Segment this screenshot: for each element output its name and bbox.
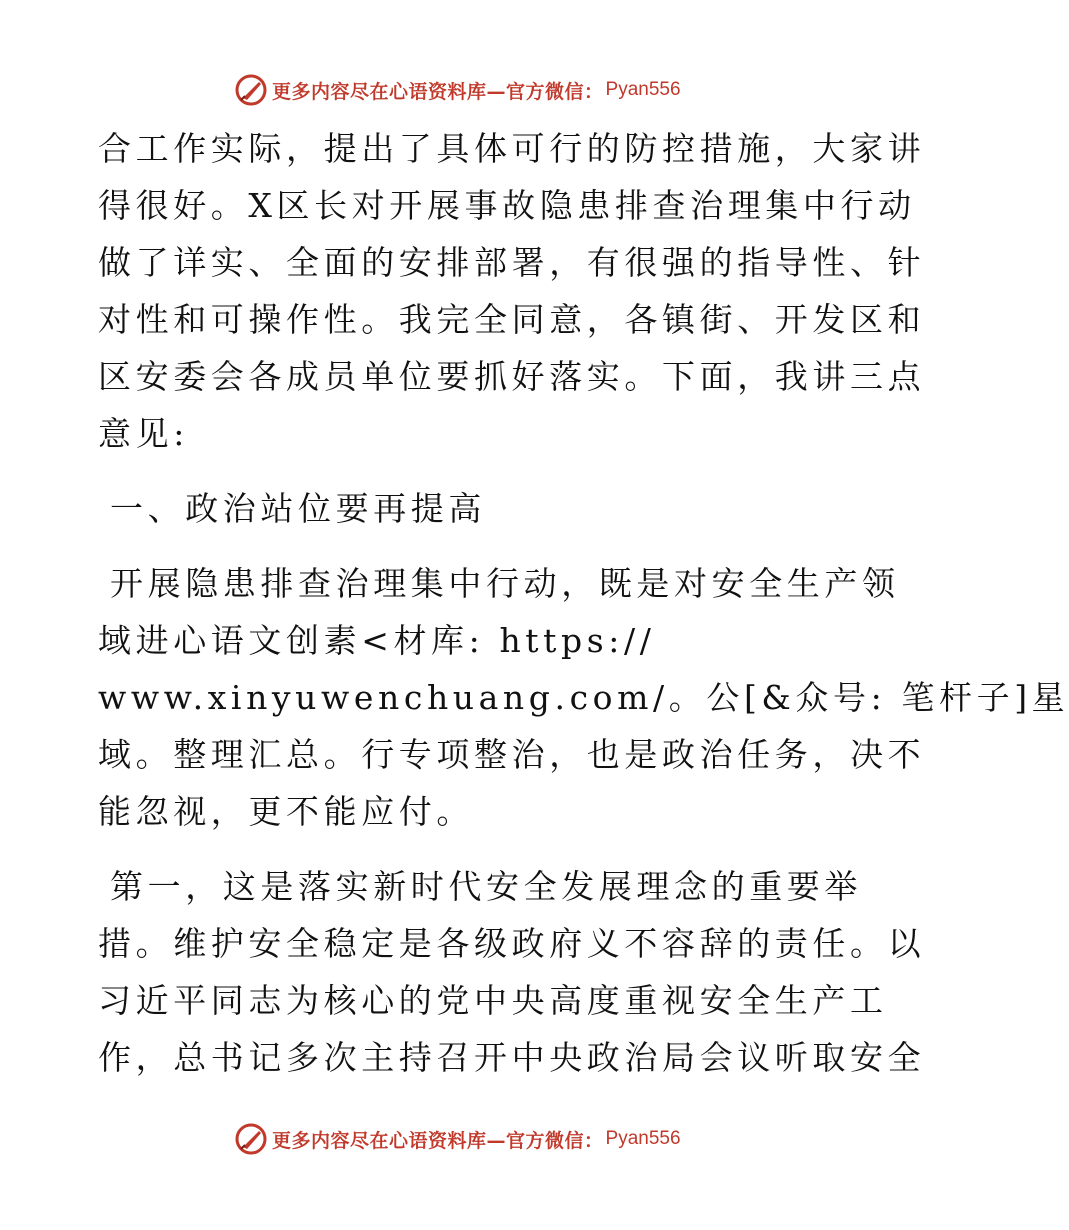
- text-line: 习近平同志为核心的党中央高度重视安全生产工: [98, 981, 888, 1020]
- header-banner: [234, 72, 681, 108]
- text-line: 做了详实、全面的安排部署，有很强的指导性、针: [98, 243, 926, 282]
- banner-text: 更多内容尽在心语资料库—官方微信：: [272, 80, 604, 103]
- section-heading: 一、政治站位要再提高: [110, 489, 486, 528]
- paragraph-gap: [98, 840, 858, 858]
- paragraph: [98, 120, 926, 462]
- text-line: 合工作实际，提出了具体可行的防控措施，大家讲: [98, 129, 926, 168]
- text-line: 域。整理汇总。行专项整治，也是政治任务，决不: [98, 735, 926, 774]
- text-line: www.xinyuwenchuang.com/。公[&众号: 笔杆子]星: [98, 678, 1069, 717]
- wechat-handle: Pyan556: [605, 1128, 681, 1149]
- wechat-handle: Pyan556: [605, 79, 681, 100]
- feather-pen-circle-icon: [234, 73, 268, 107]
- feather-pen-circle-icon: [234, 1122, 268, 1156]
- text-line: 开展隐患排查治理集中行动，既是对安全生产领: [110, 564, 900, 603]
- paragraph-gap: [98, 537, 858, 555]
- text-line: 措。维护安全稳定是各级政府义不容辞的责任。以: [98, 924, 926, 963]
- text-line: 能忽视，更不能应付。: [98, 792, 474, 831]
- text-line: 意见:: [98, 414, 189, 453]
- footer-banner: [234, 1121, 681, 1157]
- text-line: 区安委会各成员单位要抓好落实。下面，我讲三点: [98, 357, 926, 396]
- text-line: 作，总书记多次主持召开中央政治局会议听取安全: [98, 1038, 926, 1077]
- text-line: 域进心语文创素<材库: https://: [98, 621, 656, 660]
- paragraph: [98, 858, 926, 1086]
- paragraph-gap: [98, 462, 858, 480]
- text-line: 得很好。X区长对开展事故隐患排查治理集中行动: [98, 186, 916, 225]
- banner-text: 更多内容尽在心语资料库—官方微信：: [272, 1129, 604, 1152]
- text-line: 对性和可操作性。我完全同意，各镇街、开发区和: [98, 300, 926, 339]
- document-body: [98, 120, 1069, 1086]
- text-line: 第一，这是落实新时代安全发展理念的重要举: [110, 867, 862, 906]
- paragraph: [98, 555, 1069, 840]
